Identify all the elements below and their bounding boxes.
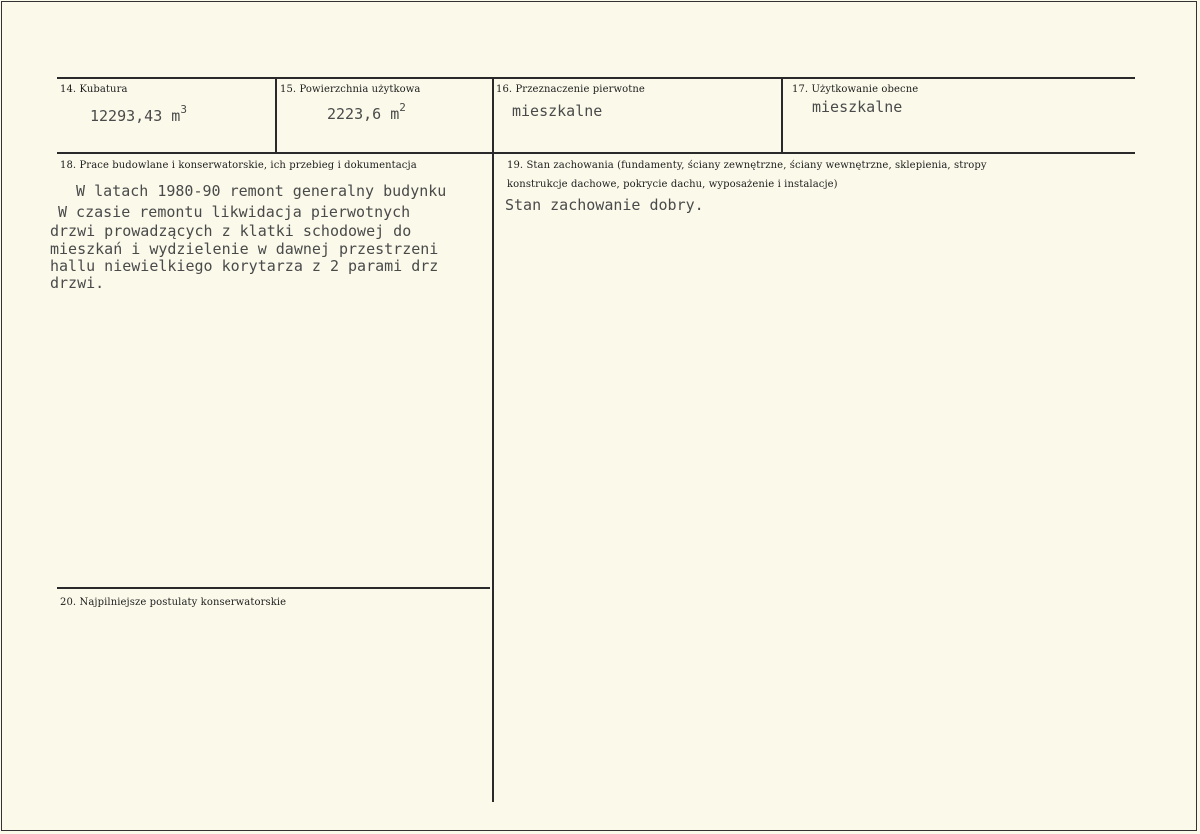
field-18-line: drzwi. (50, 274, 105, 292)
field-15-unit-exponent: 2 (399, 101, 406, 114)
field-16-label: 16. Przeznaczenie pierwotne (496, 84, 645, 95)
divider-15-16 (492, 77, 494, 154)
field-18-line: W latach 1980-90 remont generalny budynku (58, 182, 447, 200)
field-17-value: mieszkalne (812, 98, 903, 116)
field-18-line: mieszkań i wydzielenie w dawnej przestrzeni (50, 240, 439, 258)
row1-bottom-rule (57, 152, 1135, 154)
field-15-label: 15. Powierzchnia użytkowa (280, 84, 421, 95)
field-14-value (90, 103, 187, 126)
field-18-label: 18. Prace budowlane i konserwatorskie, ich przebieg i dokumentacja (60, 160, 417, 171)
field-18-line: hallu niewielkiego korytarza z 2 parami drz (50, 257, 439, 275)
divider-18-19 (492, 152, 494, 802)
field-19-value: Stan zachowanie dobry. (505, 196, 704, 214)
field-15-number: 2223,6 m (327, 105, 400, 123)
field-18-line: W czasie remontu likwidacja pierwotnych (58, 203, 411, 221)
field-20-label: 20. Najpilniejsze postulaty konserwatorskie (60, 597, 287, 608)
field-16-value: mieszkalne (512, 102, 603, 120)
section20-top-rule (57, 587, 490, 589)
field-18-line: drzwi prowadzących z klatki schodowej do (50, 222, 412, 240)
field-14-unit-exponent: 3 (180, 103, 187, 116)
field-15-value (327, 101, 406, 124)
field-14-label: 14. Kubatura (60, 84, 128, 95)
divider-16-17 (781, 77, 783, 154)
field-17-label: 17. Użytkowanie obecne (792, 84, 919, 95)
top-rule (57, 77, 1135, 79)
field-19-label-line2: konstrukcje dachowe, pokrycie dachu, wyposażenie i instalacje) (507, 179, 838, 190)
divider-14-15 (275, 77, 277, 154)
field-14-number: 12293,43 m (90, 107, 181, 125)
field-19-label-line1: 19. Stan zachowania (fundamenty, ściany zewnętrzne, ściany wewnętrzne, sklepienia, stropy (507, 160, 987, 171)
